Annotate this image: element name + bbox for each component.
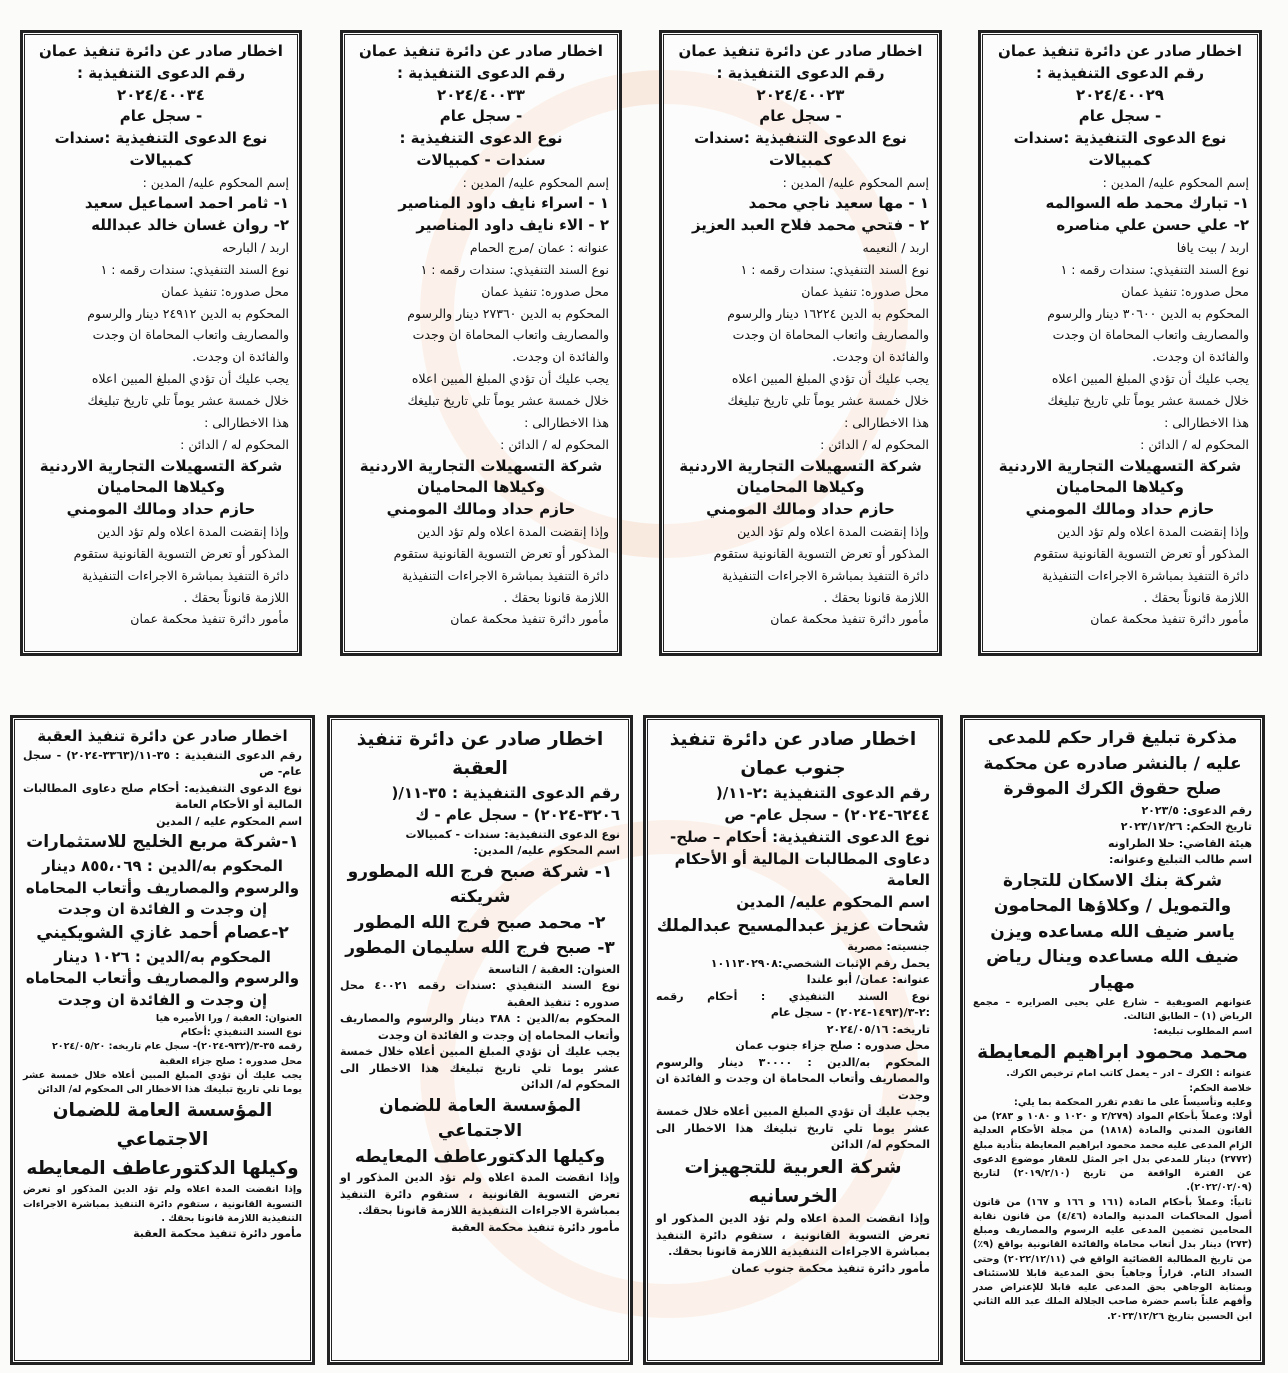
notice-line: وكيلها الدكتورعاطف المعايطه: [354, 1146, 606, 1167]
notice-line: المحكوم له / الدائن :: [500, 436, 609, 452]
notice-line: تاريخه: ٢٠٢٤/٠٥/١٦: [826, 1022, 930, 1036]
notice-line: نوع الدعوى التنفيذية :سندات كمبيالات: [694, 129, 907, 169]
notice-line: نوع السند التنفيذي: سندات رقمه : ١: [740, 261, 929, 277]
notice-line: المحكوم له / الدائن :: [1140, 436, 1249, 452]
notice-line: نوع السند التنفيذي :سندات رقمه ٤٠٠٢١ محل صدوره : تنفيذ العقبة: [340, 979, 620, 1009]
notice-line: المحكوم به الدين ٣٠٦٠٠ دينار والرسوم: [1047, 305, 1249, 321]
notice-line: هذا الاخطارالى :: [1164, 414, 1249, 430]
notice-line: يحمل رقم الإثبات الشخصي:١٠١١٣٠٢٩٠٨: [710, 956, 930, 970]
notice-line: اللازمة قانوناً بحقك .: [183, 589, 289, 605]
notice-line: محل صدوره: تنفيذ عمان: [161, 283, 289, 299]
notice-line: إسم المحكوم عليه/ المدين :: [1102, 174, 1249, 190]
notice-line: عنوانه : الكرك – ادر – يعمل كاتب امام ترخيص الكرك.: [1006, 1068, 1252, 1080]
notice-line: ١ - اسراء نايف داود المناصير: [398, 194, 609, 213]
notice-line: اسم المحكوم عليه/ المدين: [736, 893, 930, 912]
notice-karak-judgment: [960, 715, 1265, 1365]
notice-line: ١- تبارك محمد طه السوالمه: [1045, 194, 1249, 213]
notice-line: العنوان: العقبة / ورا الأميره هيا: [155, 1012, 302, 1024]
notice-line: مأمور دائرة تنفيذ محكمة عمان: [770, 611, 929, 627]
notice-line: حازم حداد ومالك المومني: [66, 500, 256, 519]
notice-line: اسم طالب التبليغ وعنوانه:: [1108, 853, 1252, 866]
notice-line: رقم الدعوى التنفيذية : ٢٠٢٤/٤٠٠٣٤: [76, 63, 246, 104]
notice-line: يجب عليك أن تؤدي المبلغ المبين اعلاه: [731, 371, 929, 387]
notice-line: محل صدوره: تنفيذ عمان: [1121, 283, 1249, 299]
notice-line: شركة العربية للتجهيزات الخرسانيه: [684, 1156, 902, 1207]
notice-line: اخطار صادر عن دائرة تنفيذ عمان: [678, 42, 923, 60]
notice-line: رقم الدعوى التنفيذية :٢-١١/( ٦٢٤٤-٢٠٢٤) - سجل عام- ص: [715, 784, 930, 825]
notice-line: وإذا انقضت المدة اعلاه ولم تؤد الدين المذكور او تعرض التسوية القانونية ، ستقوم دائرة التنفيذ بمباشرة الاجراءات التنفيذية اللازمة قانونا بحقك.: [656, 1212, 930, 1259]
notice-line: ١-شركة مربع الخليج للاستثمارات: [26, 832, 299, 853]
notice-line: رقم الدعوى التنفيذية : ٣٥-١١/(٣٣٦٣-٢٠٢٤) - سجل عام- ص: [23, 748, 302, 779]
notice-line: خلال خمسة عشر يوماً تلي تاريخ تبليغك: [1047, 393, 1249, 408]
notice-line: نوع الدعوى التنفيذية :سندات كمبيالات: [1013, 129, 1227, 169]
notice-line: رقم الدعوى التنفيذية : ٢٠٢٤/٤٠٠٢٩: [1035, 63, 1205, 104]
notice-line: المحكوم به/الدين : ١٠٢٦ دينار والرسوم والمصاريف وأتعاب المحاماه إن وجدت و الفائدة ان وجدت: [25, 947, 300, 1009]
notice-line: هيئة القاضي: حلا الطراونه: [1107, 836, 1252, 850]
notice-line: رقم الدعوى التنفيذية : ٢٠٢٤/٤٠٠٢٣: [716, 63, 885, 104]
notice-line: المحكوم به الدين ٢٧٣٦٠ دينار والرسوم: [407, 305, 609, 321]
notice-line: المحكوم به الدين ٢٤٩١٢ دينار والرسوم: [87, 305, 289, 321]
notice-amman-40034: [20, 30, 302, 656]
notice-line: وكيلاها المحاميان: [1056, 478, 1184, 497]
notice-line: مأمور دائرة تنفيذ محكمة جنوب عمان: [731, 1261, 930, 1275]
notice-line: جنسيته: مصرية: [847, 940, 930, 954]
notice-line: يجب عليك أن تؤدي المبلغ المبين أعلاه خلال خمسة عشر يوما تلي تاريخ تبليغك هذا الاخطار الى المحكوم له/ الدائن: [23, 1069, 302, 1095]
notice-line: مأمور دائرة تنفيذ محكمة العقبة: [451, 1220, 620, 1234]
notice-line: اخطار صادر عن دائرة تنفيذ عمان: [998, 42, 1242, 60]
notice-line: نوع الدعوى التنفيذية :سندات كمبيالات: [54, 129, 268, 169]
notice-line: وإذا إنقضت المدة اعلاه ولم تؤد الدين: [737, 523, 929, 539]
notice-line: نوع الدعوى التنفيذية: سندات - كمبيالات: [405, 827, 620, 841]
notice-line: وكيلها الدكتورعاطف المعايطه: [26, 1157, 299, 1179]
notice-line: اسم المحكوم عليه/ المدين:: [473, 844, 620, 858]
notice-aqaba-3363: [10, 715, 315, 1365]
notice-line: يجب عليك أن تؤدي المبلغ المبين أعلاه خلال خمسة عشر يوما تلي تاريخ تبليغك هذا الاخطار الى المحكوم له/ الدائن: [340, 1045, 620, 1092]
notice-line: ٢- روان غسان خالد عبدالله: [91, 216, 289, 235]
notice-line: اسم المحكوم عليه / المدين: [156, 814, 302, 828]
notice-line: نوع الدعوى التنفيذية: أحكام – صلح- دعاوى المطالبات المالية أو الأحكام العامة: [669, 827, 930, 890]
notice-line: رقم الدعوى التنفيذية : ٣٥-١١/( ٣٢٠٦-٢٠٢٤) - سجل عام - ك: [391, 784, 620, 825]
notice-south-amman: [643, 715, 943, 1365]
notice-line: - سجل عام: [759, 107, 842, 126]
notice-line: المحكوم له / الدائن :: [180, 436, 289, 452]
notice-line: اربد / النعيمه: [862, 239, 929, 255]
notice-line: المذكور أو تعرض التسوية القانونية ستقوم: [73, 545, 289, 561]
notice-line: اخطار صادر عن دائرة تنفيذ العقبة: [356, 729, 604, 779]
notice-line: وإذا انقضت المدة اعلاه ولم تؤد الدين المذكور او تعرض التسوية القانونية ، ستقوم دائرة التنفيذ بمباشرة الاجراءات التنفيذية اللازمة قانونا بحقك.: [340, 1171, 620, 1218]
notice-line: والفائدة ان وجدت.: [192, 349, 289, 365]
notice-amman-40033: [340, 30, 622, 656]
notice-line: ٢- علي حسن علي مناصره: [1056, 216, 1249, 235]
notice-line: ٣- صبح فرج الله سليمان المطور: [345, 938, 615, 959]
notice-line: ١- شركة صبح فرج الله المطورو شريكته: [347, 861, 613, 908]
notice-line: المحكوم به/الدين : ٨٥٥،٠٦٩ دينار والرسوم والمصاريف وأتعاب المحاماه إن وجدت و الفائدة ان وجدت: [25, 856, 300, 919]
notice-line: دائرة التنفيذ بمباشرة الاجراءات التنفيذية: [1041, 567, 1249, 583]
notice-line: دائرة التنفيذ بمباشرة الاجراءات التنفيذية: [81, 567, 289, 583]
notice-line: محل صدوره : صلح جزاء جنوب عمان: [735, 1039, 930, 1053]
notice-line: والمصاريف واتعاب المحاماة ان وجدت: [732, 327, 929, 343]
notice-line: محمد محمود ابراهيم المعايطة: [977, 1041, 1248, 1063]
notice-line: رقم الدعوى: ٢٠٢٣/٥: [1141, 803, 1252, 817]
notice-line: نوع السند التنفيذي : أحكام رقمه :٢-٣/(١٤٩٣-٢٠٢٤) - سجل عام: [656, 989, 930, 1020]
notice-line: اربد / البارحه: [221, 239, 289, 255]
notice-line: عنوانهم الصويفية – شارع علي يحيى الصرايره – مجمع الرياض (١) – الطابق الثالث.: [973, 997, 1252, 1023]
notice-line: يجب عليك أن تؤدي المبلغ المبين أعلاه خلال خمسة عشر يوما تلي تاريخ تبليغك هذا الاخطار الى المحكوم له/ الدائن: [656, 1105, 930, 1152]
notice-line: هذا الاخطارالى :: [524, 414, 609, 430]
notice-line: وكيلاها المحاميان: [736, 478, 865, 497]
notice-line: أولا: وعملاً بأحكام المواد (٢/٢٧٩ و ١٠٢٠ و ١٠٨٠ و ٢٨٣) من القانون المدني والمادة (١٨١٨) من مجلة الأحكام العدلية الزام المدعى عليه محمد محمود ابراهيم المعايطة بتأدية مبلغ (٢٧٧٢) دينار للمدعي بدل اجر المثل للعقار موضوع الدعوى عن الفترة الواقعة من تاريخ (٢٠١٩/٢/١٠) لتاريخ (٢٠٢٢/٠٢/٠٩).: [973, 1111, 1252, 1194]
notice-line: اخطار صادر عن دائرة تنفيذ عمان: [359, 42, 603, 60]
notice-line: يجب عليك أن تؤدي المبلغ المبين اعلاه: [411, 371, 609, 387]
notice-line: نوع الدعوى التنفيذيه: أحكام صلح دعاوى المطالبات المالية أو الأحكام العامة: [23, 781, 302, 812]
notice-line: رقمه ٣٥-٣/(٩٣٢-٢٠٢٤)- سجل عام تاريخه: ٢٠٢٤/٠٥/٢٠: [52, 1041, 302, 1053]
notice-line: المؤسسة العامة للضمان الاجتماعي: [52, 1100, 273, 1150]
notice-line: اخطار صادر عن دائرة تنفيذ جنوب عمان: [669, 729, 917, 779]
notice-line: ٢ - فتحي محمد فلاح العبد العزيز: [691, 216, 929, 235]
notice-line: وإذا انقضت المدة اعلاه ولم تؤد الدين المذكور او تعرض التسوية القانونية ، ستقوم دائرة التنفيذ بمباشرة الاجراءات التنفيذية اللازمة قانونا بحقك .: [23, 1184, 302, 1224]
notice-line: اسم المطلوب تبليغه:: [1153, 1025, 1252, 1037]
notice-line: ٢-عصام أحمد غازي الشويكيني: [36, 923, 289, 943]
notice-aqaba-3206: [327, 715, 633, 1365]
notice-line: المحكوم به/الدين : ٣٨٨ دينار والرسوم والمصاريف وأتعاب المحاماه إن وجدت و الفائدة ان وجدت: [340, 1012, 620, 1042]
notice-line: إسم المحكوم عليه/ المدين :: [462, 174, 609, 190]
notice-line: - سجل عام: [119, 107, 203, 126]
notice-line: ١- ثامر احمد اسماعيل سعيد: [84, 194, 289, 213]
notice-line: هذا الاخطارالى :: [844, 414, 929, 430]
notice-line: المحكوم به الدين ١٦٢٢٤ دينار والرسوم: [727, 305, 929, 321]
notice-line: سندات - كمبيالات: [416, 150, 546, 169]
notice-line: المذكور أو تعرض التسوية القانونية ستقوم: [713, 545, 929, 561]
notice-line: المؤسسة العامة للضمان الاجتماعي: [379, 1095, 581, 1142]
notice-line: وعليه وتأسيساً على ما تقدم تقرر المحكمة بما يلي:: [1014, 1096, 1252, 1108]
notice-line: حازم حداد ومالك المومني: [1025, 500, 1215, 519]
notice-line: خلاصة الحكم:: [1189, 1082, 1252, 1094]
notice-line: حازم حداد ومالك المومني: [386, 500, 576, 519]
notice-line: شركة التسهيلات التجارية الاردنية: [359, 456, 603, 475]
notice-line: وإذا إنقضت المدة اعلاه ولم تؤد الدين: [417, 523, 609, 539]
notice-line: نوع الدعوى التنفيذية :: [399, 129, 563, 147]
notice-line: خلال خمسة عشر يوماً تلي تاريخ تبليغك: [407, 393, 609, 408]
notice-line: ٢- محمد صبح فرج الله المطور: [354, 912, 606, 933]
notice-line: يجب عليك أن تؤدي المبلغ المبين اعلاه: [1051, 371, 1249, 387]
notice-line: إسم المحكوم عليه/ المدين :: [782, 174, 929, 190]
notice-line: المذكور أو تعرض التسوية القانونية ستقوم: [393, 545, 609, 561]
notice-line: وإذا إنقضت المدة اعلاه ولم تؤد الدين: [97, 523, 289, 539]
notice-line: المحكوم له / الدائن :: [820, 436, 929, 452]
notice-line: المذكور أو تعرض التسوية القانونية ستقوم: [1033, 545, 1249, 561]
notice-line: مأمور دائرة تنفيذ محكمة عمان: [450, 611, 609, 627]
notice-line: نوع السند التنفيذي: سندات رقمه : ١: [1060, 261, 1249, 277]
notice-line: يجب عليك أن تؤدي المبلغ المبين اعلاه: [91, 371, 289, 387]
notice-line: والفائدة ان وجدت.: [832, 349, 929, 365]
notice-line: نوع السند التنفيذي :أحكام: [180, 1027, 302, 1038]
notice-line: شركة التسهيلات التجارية الاردنية: [39, 456, 283, 475]
notice-line: ٢ - الاء نايف داود المناصير: [416, 216, 609, 235]
notice-line: مأمور دائرة تنفيذ محكمة العقبة: [133, 1227, 302, 1241]
notice-line: محل صدوره: تنفيذ عمان: [801, 283, 929, 299]
notice-line: نوع السند التنفيذي: سندات رقمه : ١: [420, 261, 609, 277]
notice-line: شحات عزيز عبدالمسيح عبدالملك: [656, 915, 930, 936]
notice-line: إسم المحكوم عليه/ المدين :: [142, 174, 289, 190]
notice-amman-40029: [978, 30, 1262, 656]
notice-line: مذكرة تبليغ قرار حكم للمدعى عليه / بالنشر صادره عن محكمة صلح حقوق الكرك الموقرة: [983, 728, 1242, 799]
notice-line: حازم حداد ومالك المومني: [706, 500, 895, 519]
notice-line: اخطار صادر عن دائرة تنفيذ عمان: [39, 42, 283, 60]
notice-line: والمصاريف واتعاب المحاماة ان وجدت: [412, 327, 609, 343]
notice-line: تاريخ الحكم: ٢٠٢٣/١٢/٢٦: [1120, 820, 1252, 833]
notice-line: وكيلاها المحاميان: [97, 478, 225, 497]
notice-line: اللازمة قانونا بحقك .: [503, 589, 609, 605]
notice-line: اللازمة قانونا بحقك .: [823, 589, 929, 605]
notice-line: ثانياً: وعملاً بأحكام المادة (١٦١ و ١٦٦ و ١٦٧) من قانون أصول المحاكمات المدنية والمادة (٤/٤٦) من قانون نقابة المحامين تضمين المدعى عليه الرسوم والمصاريف ومبلغ (٢٧٣) دينار بدل أتعاب محاماة والفائدة القانونية بواقع (٩٪) من تاريخ المطالبة القضائية الواقع في (٢٠٢٢/١٢/١١) وحتى السداد التام. قراراً وجاهياً بحق المدعية قابلا للاستئناف وبمثابة الوجاهي بحق المدعى عليه قابلا للإعتراض صدر وأفهم علناً باسم حضرة صاحب الجلالة الملك عبد الله الثاني ابن الحسين بتاريخ ٢٠٢٣/١٢/٢٦.: [973, 1196, 1252, 1322]
notice-line: عنوانه : عمان /مرج الحمام: [469, 239, 609, 255]
notice-line: والفائدة ان وجدت.: [512, 349, 609, 365]
notice-line: محل صدوره: تنفيذ عمان: [481, 283, 609, 299]
notice-line: العنوان: العقبة / التاسعة: [488, 962, 620, 976]
notice-line: مأمور دائرة تنفيذ محكمة عمان: [130, 611, 289, 627]
notice-line: شركة بنك الاسكان للتجارة والتمويل / وكلاؤها المحامون ياسر ضيف الله مساعده ويزن ضيف الله مساعده وينال رياض مهيار: [986, 870, 1239, 993]
notice-line: نوع السند التنفيذي: سندات رقمه : ١: [100, 261, 289, 277]
notice-line: المحكوم به/الدين : ٣٠٠٠٠ دينار والرسوم والمصاريف وأتعاب المحاماة ان وجدت و الفائدة ان وجدت: [656, 1055, 930, 1102]
notice-line: ١ - مها سعيد ناجي محمد: [748, 194, 929, 213]
notice-line: والمصاريف واتعاب المحاماة ان وجدت: [1052, 327, 1249, 343]
notice-line: خلال خمسة عشر يوماً تلي تاريخ تبليغك: [727, 393, 929, 408]
notice-line: رقم الدعوى التنفيذية : ٢٠٢٤/٤٠٠٣٣: [396, 63, 566, 104]
notice-line: وإذا إنقضت المدة اعلاه ولم تؤد الدين: [1057, 523, 1249, 539]
notice-line: شركة التسهيلات التجارية الاردنية: [679, 456, 922, 475]
notice-line: محل صدوره : صلح جزاء العقبة: [159, 1055, 302, 1067]
notice-amman-40023: [659, 30, 942, 656]
notice-line: اخطار صادر عن دائرة تنفيذ العقبة: [37, 727, 288, 745]
notice-line: عنوانه: عمان/ أبو علندا: [806, 973, 930, 987]
notice-line: - سجل عام: [1078, 107, 1162, 126]
notice-line: هذا الاخطارالى :: [204, 414, 289, 430]
notice-line: - سجل عام: [439, 107, 523, 126]
notice-line: دائرة التنفيذ بمباشرة الاجراءات التنفيذية: [401, 567, 609, 583]
notice-line: مأمور دائرة تنفيذ محكمة عمان: [1090, 611, 1249, 627]
notice-line: والفائدة ان وجدت.: [1152, 349, 1249, 365]
notice-line: شركة التسهيلات التجارية الاردنية: [998, 456, 1242, 475]
notice-line: خلال خمسة عشر يوماً تلي تاريخ تبليغك: [87, 393, 289, 408]
notice-line: اللازمة قانوناً بحقك .: [1143, 589, 1249, 605]
notice-line: وكيلاها المحاميان: [417, 478, 545, 497]
notice-line: والمصاريف واتعاب المحاماة ان وجدت: [92, 327, 289, 343]
notice-line: اربد / بيت يافا: [1176, 239, 1249, 255]
notice-line: دائرة التنفيذ بمباشرة الاجراءات التنفيذية: [721, 567, 929, 583]
